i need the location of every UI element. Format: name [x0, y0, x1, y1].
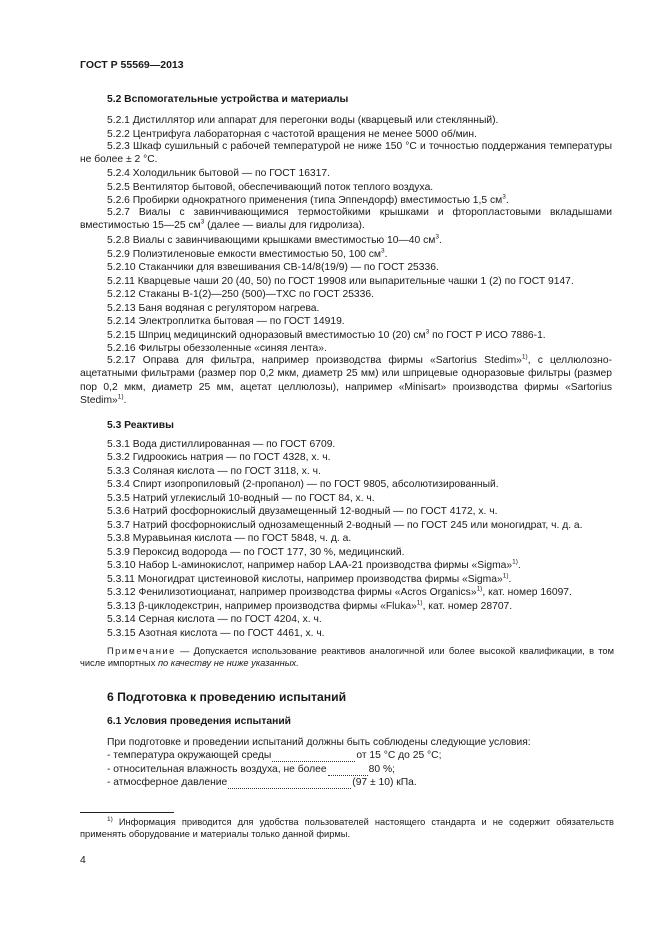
section-6-title: 6 Подготовка к проведению испытаний [107, 690, 347, 704]
item-5-2-4: 5.2.4 Холодильник бытовой — по ГОСТ 16317. [107, 168, 330, 179]
item-5-2-16: 5.2.16 Фильтры обеззоленные «синяя лента». [107, 343, 327, 354]
item-5-3-3: 5.3.3 Соляная кислота — по ГОСТ 3118, х. ч. [107, 466, 321, 477]
item-5-2-11: 5.2.11 Кварцевые чаши 20 (40, 50) по ГОСТ 19908 или выпарительные чашки 1 (2) по ГОСТ 9147. [107, 276, 574, 287]
item-5-3-5: 5.3.5 Натрий углекислый 10-водный — по ГОСТ 84, х. ч. [107, 493, 375, 504]
item-5-3-6: 5.3.6 Натрий фосфорнокислый двузамещенный 12-водный — по ГОСТ 4172, х. ч. [107, 506, 498, 517]
item-5-3-1: 5.3.1 Вода дистиллированная — по ГОСТ 6709. [107, 439, 336, 450]
section-5-2-title: 5.2 Вспомогательные устройства и материалы [107, 94, 349, 105]
item-5-2-6: 5.2.6 Пробирки однократного применения (типа Эппендорф) вместимостью 1,5 $см^3$. [107, 193, 509, 206]
item-5-2-5: 5.2.5 Вентилятор бытовой, обеспечивающий поток теплого воздуха. [107, 182, 434, 193]
footnote: $^{1)}$ Информация приводится для удобства пользователей настоящего стандарта и не содержит обязательств применять оборудование и материалы только данной фирмы. [80, 815, 614, 840]
item-5-2-8: 5.2.8 Виалы с завинчивающими крышками вместимостью 10—40 $см^3$. [107, 233, 442, 246]
item-5-3-14: 5.3.14 Серная кислота — по ГОСТ 4204, х. ч. [107, 614, 322, 625]
condition-humidity: - относительная влажность воздуха, не более 80 %; [107, 764, 395, 775]
item-5-2-12: 5.2.12 Стаканы В-1(2)—250 (500)—ТХС по ГОСТ 25336. [107, 289, 374, 300]
item-5-2-7: 5.2.7 Виалы с завинчивающимися термостойкими крышками и фторопластовыми вкладышами вместимостью 15—25 $см^3$ (далее — виалы для гидролиза). [80, 207, 612, 232]
item-5-3-11: 5.3.11 Моногидрат цистеиновой кислоты, например производства фирмы «Sigma»$^{1)}$. [107, 572, 512, 585]
item-5-2-14: 5.2.14 Электроплитка бытовая — по ГОСТ 14919. [107, 316, 345, 327]
conditions-intro: При подготовке и проведении испытаний должны быть соблюдены следующие условия: [107, 737, 531, 748]
reagents-note: Примечание — Допускается использование реактивов аналогичной или более высокой квалификации, в том числе импортных по качеству не ниже указанных. [80, 646, 614, 669]
item-5-2-15: 5.2.15 Шприц медицинский одноразовый вместимостью 10 (20) $см^3$ по ГОСТ Р ИСО 7886-1. [107, 328, 546, 341]
standard-header: ГОСТ Р 55569—2013 [80, 59, 184, 71]
condition-pressure: - атмосферное давление (97 ± 10) кПа. [107, 777, 417, 788]
item-5-3-2: 5.3.2 Гидроокись натрия — по ГОСТ 4328, х. ч. [107, 452, 331, 463]
item-5-3-8: 5.3.8 Муравьиная кислота — по ГОСТ 5848, ч. д. а. [107, 533, 352, 544]
item-5-3-7: 5.3.7 Натрий фосфорнокислый однозамещенный 2-водный — по ГОСТ 245 или моногидрат, ч. д. а. [107, 520, 583, 531]
section-5-3-title: 5.3 Реактивы [107, 420, 174, 431]
item-5-3-4: 5.3.4 Спирт изопропиловый (2-пропанол) — по ГОСТ 9805, абсолютизированный. [107, 479, 499, 490]
item-5-2-1: 5.2.1 Дистиллятор или аппарат для перегонки воды (кварцевый или стеклянный). [107, 115, 499, 126]
item-5-3-9: 5.3.9 Пероксид водорода — по ГОСТ 177, 30 %, медицинский. [107, 547, 405, 558]
item-5-2-2: 5.2.2 Центрифуга лабораторная с частотой вращения не менее 5000 об/мин. [107, 129, 477, 140]
section-6-1-title: 6.1 Условия проведения испытаний [107, 716, 292, 727]
item-5-3-13: 5.3.13 β-циклодекстрин, например производства фирмы «Fluka»$^{1)}$, кат. номер 28707. [107, 599, 513, 612]
condition-temperature: - температура окружающей среды от 15 °С до 25 °С; [107, 750, 442, 761]
item-5-3-15: 5.3.15 Азотная кислота — по ГОСТ 4461, х. ч. [107, 628, 325, 639]
item-5-2-3: 5.2.3 Шкаф сушильный с рабочей температурой не ниже 150 °С и точностью поддержания температуры не более ± 2 °С. [80, 141, 612, 166]
item-5-2-13: 5.2.13 Баня водяная с регулятором нагрева. [107, 303, 320, 314]
item-5-2-10: 5.2.10 Стаканчики для взвешивания СВ-14/8(19/9) — по ГОСТ 25336. [107, 262, 439, 273]
footnote-rule [80, 812, 174, 813]
item-5-3-12: 5.3.12 Фенилизотиоцианат, например производства фирмы «Acros Organics»$^{1)}$, кат. номер 16097. [107, 585, 572, 598]
page-number: 4 [80, 855, 86, 866]
item-5-3-10: 5.3.10 Набор L-аминокислот, например набор LAA-21 производства фирмы «Sigma»$^{1)}$. [107, 558, 521, 571]
item-5-2-9: 5.2.9 Полиэтиленовые емкости вместимостью 50, 100 $см^3$. [107, 247, 388, 260]
item-5-2-17: 5.2.17 Оправа для фильтра, например производства фирмы «Sartorius Stedim»$^{1)}$, с целлюлозно-ацетатными фильтрами (размер пор 0,2 мкм, диаметр 25 мм) или шприцевые одноразовые фильтры (размер пор 0,2 мкм, диаметр 25 мм, ацетат целлюлозы), например «Minisart» производства фирмы «Sartorius Stedim»$^{1)}$. [80, 353, 612, 407]
